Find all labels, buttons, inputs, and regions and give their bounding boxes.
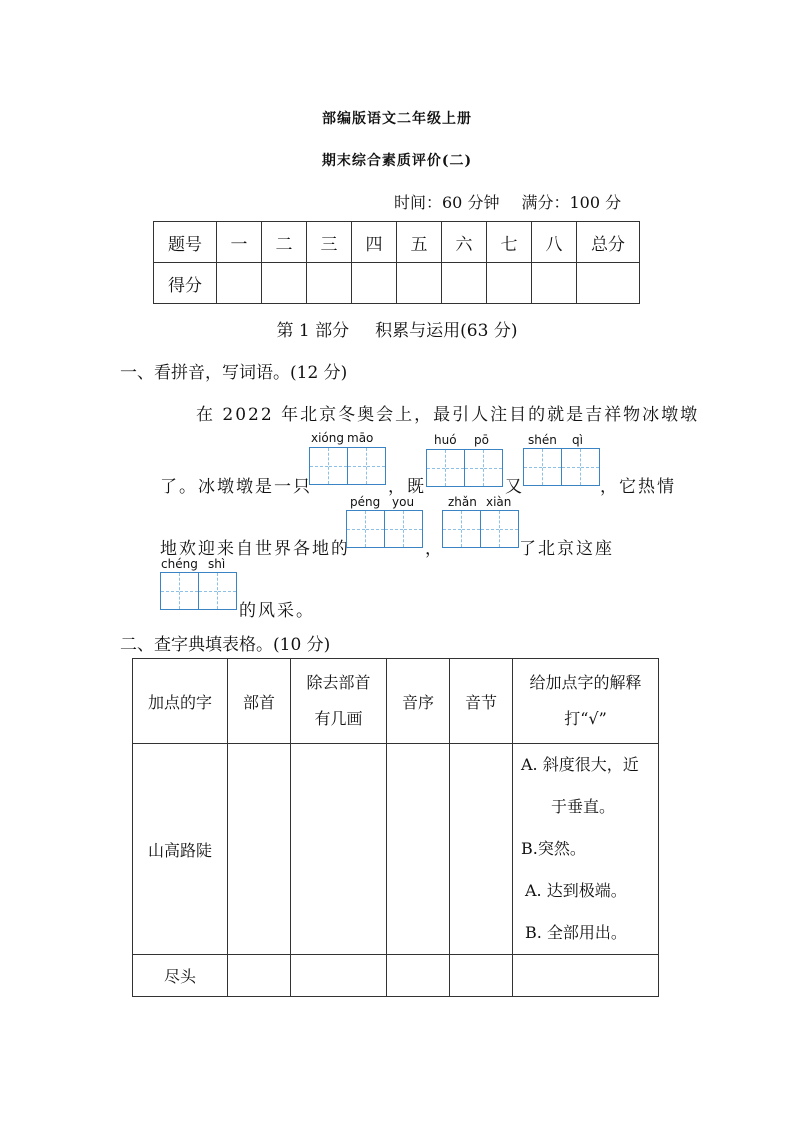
time-info — [394, 190, 621, 213]
part-title — [0, 316, 794, 341]
dict-answer-cell[interactable] — [450, 744, 513, 955]
pinyin-huopo — [434, 433, 489, 447]
question-2-title: 二、查字典填表格。(10 分) — [120, 635, 331, 655]
score-cell[interactable] — [577, 263, 640, 304]
pinyin-syllable: péng — [350, 495, 381, 509]
score-cell[interactable] — [487, 263, 532, 304]
dict-header-line: 除去部首 — [306, 673, 371, 692]
dict-answer-cell[interactable] — [291, 955, 387, 997]
score-header-cell: 二 — [262, 222, 307, 263]
score-cell[interactable] — [262, 263, 307, 304]
pinyin-syllable: you — [392, 495, 415, 509]
q1-text-c: 又 — [505, 477, 524, 497]
dict-answer-cell[interactable] — [450, 955, 513, 997]
score-header-cell: 五 — [397, 222, 442, 263]
dict-word: 山高路陡 — [133, 744, 228, 955]
score-row — [154, 263, 640, 304]
dict-options-cell — [513, 744, 659, 955]
score-cell[interactable] — [442, 263, 487, 304]
score-cell[interactable] — [217, 263, 262, 304]
option-a[interactable]: A. 达到极端。 — [525, 881, 627, 900]
dictionary-table — [132, 658, 659, 997]
dict-header-line: 打“√” — [564, 709, 607, 728]
pinyin-syllable: xióng — [311, 431, 344, 445]
q1-text-e: 地欢迎来自世界各地的 — [160, 539, 350, 559]
score-row-label: 得分 — [154, 263, 217, 304]
pinyin-chengshi — [161, 557, 225, 571]
pinyin-xiongmao — [311, 431, 373, 445]
pinyin-syllable: xiàn — [486, 495, 512, 509]
pinyin-zhanxian — [448, 495, 511, 509]
score-cell[interactable] — [307, 263, 352, 304]
dict-header-line: 有几画 — [314, 709, 363, 728]
dict-header-cell — [513, 659, 659, 744]
exam-title: 期末综合素质评价(二) — [321, 153, 473, 169]
option-a[interactable]: A. 斜度很大，近 — [521, 755, 639, 774]
option-b[interactable]: B. 全部用出。 — [525, 923, 627, 942]
dict-header-cell: 音节 — [450, 659, 513, 744]
score-table — [153, 221, 640, 304]
q1-text-b: ，既 — [388, 477, 426, 497]
answer-grid-huopo[interactable] — [426, 449, 503, 487]
q1-text-h: 的风采。 — [239, 601, 315, 621]
pinyin-syllable: huó — [434, 433, 457, 447]
pinyin-syllable: zhǎn — [448, 495, 477, 509]
pinyin-shenqi — [528, 433, 583, 447]
pinyin-syllable: māo — [347, 431, 374, 445]
answer-grid-shenqi[interactable] — [523, 448, 600, 486]
answer-grid-chengshi[interactable] — [160, 572, 237, 610]
dict-word: 尽头 — [133, 955, 228, 997]
pinyin-syllable: shén — [528, 433, 557, 447]
pinyin-syllable: pō — [474, 433, 489, 447]
answer-grid-zhanxian[interactable] — [442, 510, 519, 548]
question-1-title: 一、看拼音，写词语。(12 分) — [120, 363, 348, 383]
dict-row-2 — [133, 955, 659, 997]
score-header-cell: 六 — [442, 222, 487, 263]
score-header-cell: 题号 — [154, 222, 217, 263]
score-cell[interactable] — [397, 263, 442, 304]
score-cell[interactable] — [532, 263, 577, 304]
option-b[interactable]: B.突然。 — [521, 839, 586, 858]
dict-header-cell: 音序 — [387, 659, 450, 744]
pinyin-syllable: chéng — [161, 557, 198, 571]
dict-answer-cell[interactable] — [228, 744, 291, 955]
answer-grid-pengyou[interactable] — [346, 510, 423, 548]
dict-answer-cell[interactable] — [228, 955, 291, 997]
part-number: 第 1 部分 — [276, 321, 350, 341]
option-a-cont: 于垂直。 — [551, 797, 616, 816]
q1-text-g: 了北京这座 — [519, 539, 614, 559]
dict-header-line: 给加点字的解释 — [529, 673, 642, 692]
score-header-cell: 三 — [307, 222, 352, 263]
q1-text-f: ， — [425, 539, 444, 559]
answer-grid-xiongmao[interactable] — [309, 447, 386, 485]
dict-header-cell: 加点的字 — [133, 659, 228, 744]
dict-answer-cell[interactable] — [291, 744, 387, 955]
book-title: 部编版语文二年级上册 — [322, 111, 472, 127]
dict-answer-cell[interactable] — [387, 744, 450, 955]
pinyin-syllable: qì — [572, 433, 583, 447]
score-header-cell: 七 — [487, 222, 532, 263]
score-header-cell: 四 — [352, 222, 397, 263]
score-cell[interactable] — [352, 263, 397, 304]
time-limit: 时间：60 分钟 — [394, 193, 500, 212]
score-header-cell: 八 — [532, 222, 577, 263]
dict-header-cell: 部首 — [228, 659, 291, 744]
dict-answer-cell[interactable] — [387, 955, 450, 997]
full-score: 满分：100 分 — [521, 193, 622, 212]
dict-header-row — [133, 659, 659, 744]
pinyin-pengyou — [350, 495, 414, 509]
score-header-cell: 一 — [217, 222, 262, 263]
q1-text-a: 了。冰墩墩是一只 — [160, 477, 312, 497]
q1-text-d: ，它热情 — [600, 477, 676, 497]
score-header-cell: 总分 — [577, 222, 640, 263]
part-subtitle: 积累与运用(63 分) — [375, 321, 518, 341]
score-header-row — [154, 222, 640, 263]
dict-answer-cell[interactable] — [513, 955, 659, 997]
q1-line-1: 在 2022 年北京冬奥会上，最引人注目的就是吉祥物冰墩墩 — [196, 405, 700, 425]
dict-row-1 — [133, 744, 659, 955]
pinyin-syllable: shì — [208, 557, 226, 571]
dict-header-cell — [291, 659, 387, 744]
